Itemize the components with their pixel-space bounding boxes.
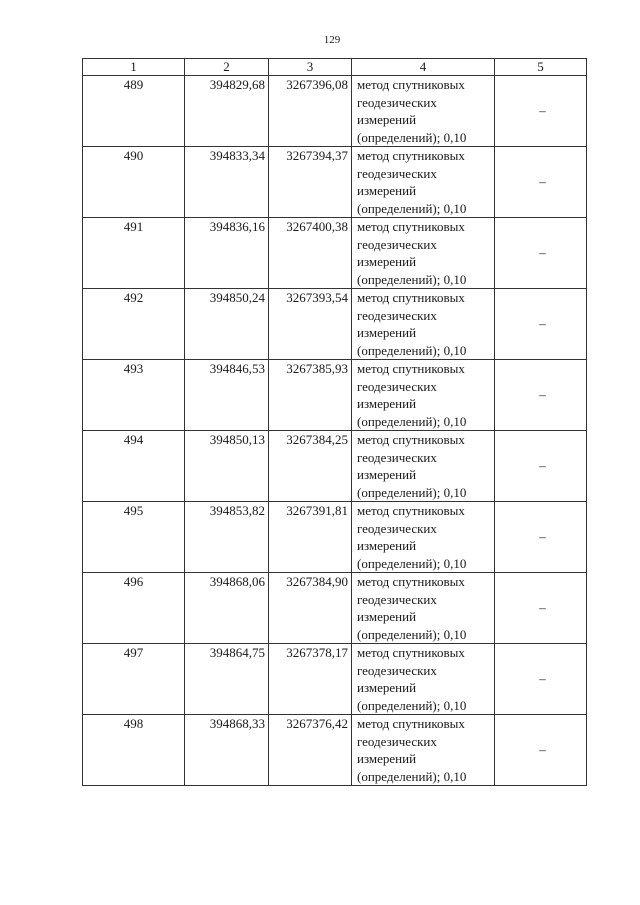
method-line: геодезических [357, 591, 437, 607]
y-coordinate-cell [269, 360, 352, 431]
method-line: (определений); 0,10 [357, 342, 467, 358]
point-number-cell: 497 [83, 644, 185, 715]
method-line: измерений [357, 680, 417, 695]
dash-value: – [539, 316, 546, 332]
x-coordinate-cell [185, 573, 269, 644]
x-coordinate-cell [185, 502, 269, 573]
method-line: измерений [357, 112, 417, 127]
y-coordinate: 3267385,93 [286, 361, 348, 376]
column-header: 2 [185, 59, 269, 76]
method-cell [352, 502, 495, 573]
method-cell [352, 147, 495, 218]
dash-value: – [539, 245, 546, 261]
method-line: (определений); 0,10 [357, 768, 467, 784]
table-row [83, 360, 587, 431]
point-number-cell: 498 [83, 715, 185, 786]
value-cell [495, 218, 587, 289]
method-line: (определений); 0,10 [357, 129, 467, 145]
column-header: 1 [83, 59, 185, 76]
table-row [83, 502, 587, 573]
method-line: метод спутниковых [357, 148, 465, 163]
dash-value: – [539, 174, 546, 190]
y-coordinate: 3267378,17 [286, 645, 348, 660]
method-cell [352, 644, 495, 715]
y-coordinate: 3267384,25 [286, 432, 348, 447]
method-line: геодезических [357, 733, 437, 749]
x-coordinate: 394868,06 [209, 574, 265, 589]
method-line: измерений [357, 609, 417, 624]
y-coordinate: 3267393,54 [286, 290, 348, 305]
x-coordinate: 394846,53 [209, 361, 265, 376]
method-line: метод спутниковых [357, 290, 465, 305]
method-line: метод спутниковых [357, 716, 465, 731]
y-coordinate: 3267376,42 [286, 716, 348, 731]
value-cell [495, 147, 587, 218]
value-cell [495, 502, 587, 573]
x-coordinate-cell [185, 644, 269, 715]
point-number-cell: 489 [83, 76, 185, 147]
value-cell [495, 573, 587, 644]
x-coordinate: 394836,16 [209, 219, 265, 234]
dash-value: – [539, 103, 546, 119]
x-coordinate-cell [185, 289, 269, 360]
value-cell [495, 76, 587, 147]
x-coordinate: 394829,68 [209, 77, 265, 92]
method-line: метод спутниковых [357, 645, 465, 660]
method-cell [352, 218, 495, 289]
dash-value: – [539, 458, 546, 474]
value-cell [495, 360, 587, 431]
y-coordinate: 3267396,08 [286, 77, 348, 92]
x-coordinate-cell [185, 360, 269, 431]
method-line: (определений); 0,10 [357, 626, 467, 642]
y-coordinate-cell [269, 76, 352, 147]
value-cell [495, 289, 587, 360]
table-row [83, 76, 587, 147]
method-line: (определений); 0,10 [357, 697, 467, 713]
x-coordinate: 394853,82 [209, 503, 265, 518]
column-header: 5 [495, 59, 587, 76]
y-coordinate-cell [269, 218, 352, 289]
method-line: (определений); 0,10 [357, 271, 467, 287]
method-cell [352, 289, 495, 360]
method-line: измерений [357, 183, 417, 198]
method-line: метод спутниковых [357, 219, 465, 234]
page-number: 129 [323, 34, 341, 46]
method-line: геодезических [357, 378, 437, 394]
point-number-cell: 490 [83, 147, 185, 218]
method-line: геодезических [357, 449, 437, 465]
x-coordinate: 394833,34 [209, 148, 265, 163]
coordinates-table [82, 58, 587, 786]
method-line: геодезических [357, 165, 437, 181]
method-line: (определений); 0,10 [357, 200, 467, 216]
method-cell [352, 715, 495, 786]
method-cell [352, 76, 495, 147]
point-number-cell: 494 [83, 431, 185, 502]
x-coordinate: 394850,24 [209, 290, 265, 305]
y-coordinate-cell [269, 573, 352, 644]
dash-value: – [539, 529, 546, 545]
table-row [83, 644, 587, 715]
x-coordinate-cell [185, 147, 269, 218]
y-coordinate: 3267400,38 [286, 219, 348, 234]
method-line: геодезических [357, 236, 437, 252]
y-coordinate: 3267384,90 [286, 574, 348, 589]
method-line: (определений); 0,10 [357, 413, 467, 429]
table-row [83, 431, 587, 502]
y-coordinate-cell [269, 715, 352, 786]
table-row [83, 147, 587, 218]
method-line: измерений [357, 254, 417, 269]
method-line: измерений [357, 396, 417, 411]
method-line: (определений); 0,10 [357, 555, 467, 571]
x-coordinate-cell [185, 431, 269, 502]
method-line: геодезических [357, 307, 437, 323]
method-cell [352, 360, 495, 431]
dash-value: – [539, 387, 546, 403]
y-coordinate-cell [269, 502, 352, 573]
method-line: метод спутниковых [357, 77, 465, 92]
method-line: геодезических [357, 520, 437, 536]
point-number-cell: 492 [83, 289, 185, 360]
x-coordinate-cell [185, 218, 269, 289]
y-coordinate: 3267391,81 [286, 503, 348, 518]
method-line: измерений [357, 538, 417, 553]
method-line: метод спутниковых [357, 432, 465, 447]
column-header: 3 [269, 59, 352, 76]
x-coordinate-cell [185, 715, 269, 786]
column-header: 4 [352, 59, 495, 76]
method-line: измерений [357, 325, 417, 340]
table-row [83, 289, 587, 360]
table-row [83, 715, 587, 786]
method-line: метод спутниковых [357, 574, 465, 589]
value-cell [495, 715, 587, 786]
y-coordinate-cell [269, 147, 352, 218]
dash-value: – [539, 600, 546, 616]
x-coordinate-cell [185, 76, 269, 147]
method-line: измерений [357, 751, 417, 766]
method-line: измерений [357, 467, 417, 482]
dash-value: – [539, 671, 546, 687]
point-number-cell: 495 [83, 502, 185, 573]
y-coordinate-cell [269, 289, 352, 360]
y-coordinate-cell [269, 644, 352, 715]
point-number-cell: 493 [83, 360, 185, 431]
dash-value: – [539, 742, 546, 758]
method-line: (определений); 0,10 [357, 484, 467, 500]
x-coordinate: 394864,75 [209, 645, 265, 660]
table-row [83, 573, 587, 644]
x-coordinate: 394868,33 [209, 716, 265, 731]
method-line: метод спутниковых [357, 503, 465, 518]
value-cell [495, 644, 587, 715]
table-row [83, 218, 587, 289]
y-coordinate: 3267394,37 [286, 148, 348, 163]
method-line: метод спутниковых [357, 361, 465, 376]
method-cell [352, 431, 495, 502]
y-coordinate-cell [269, 431, 352, 502]
point-number-cell: 496 [83, 573, 185, 644]
x-coordinate: 394850,13 [209, 432, 265, 447]
method-line: геодезических [357, 662, 437, 678]
table-header-row [83, 59, 587, 76]
method-line: геодезических [357, 94, 437, 110]
method-cell [352, 573, 495, 644]
point-number-cell: 491 [83, 218, 185, 289]
value-cell [495, 431, 587, 502]
